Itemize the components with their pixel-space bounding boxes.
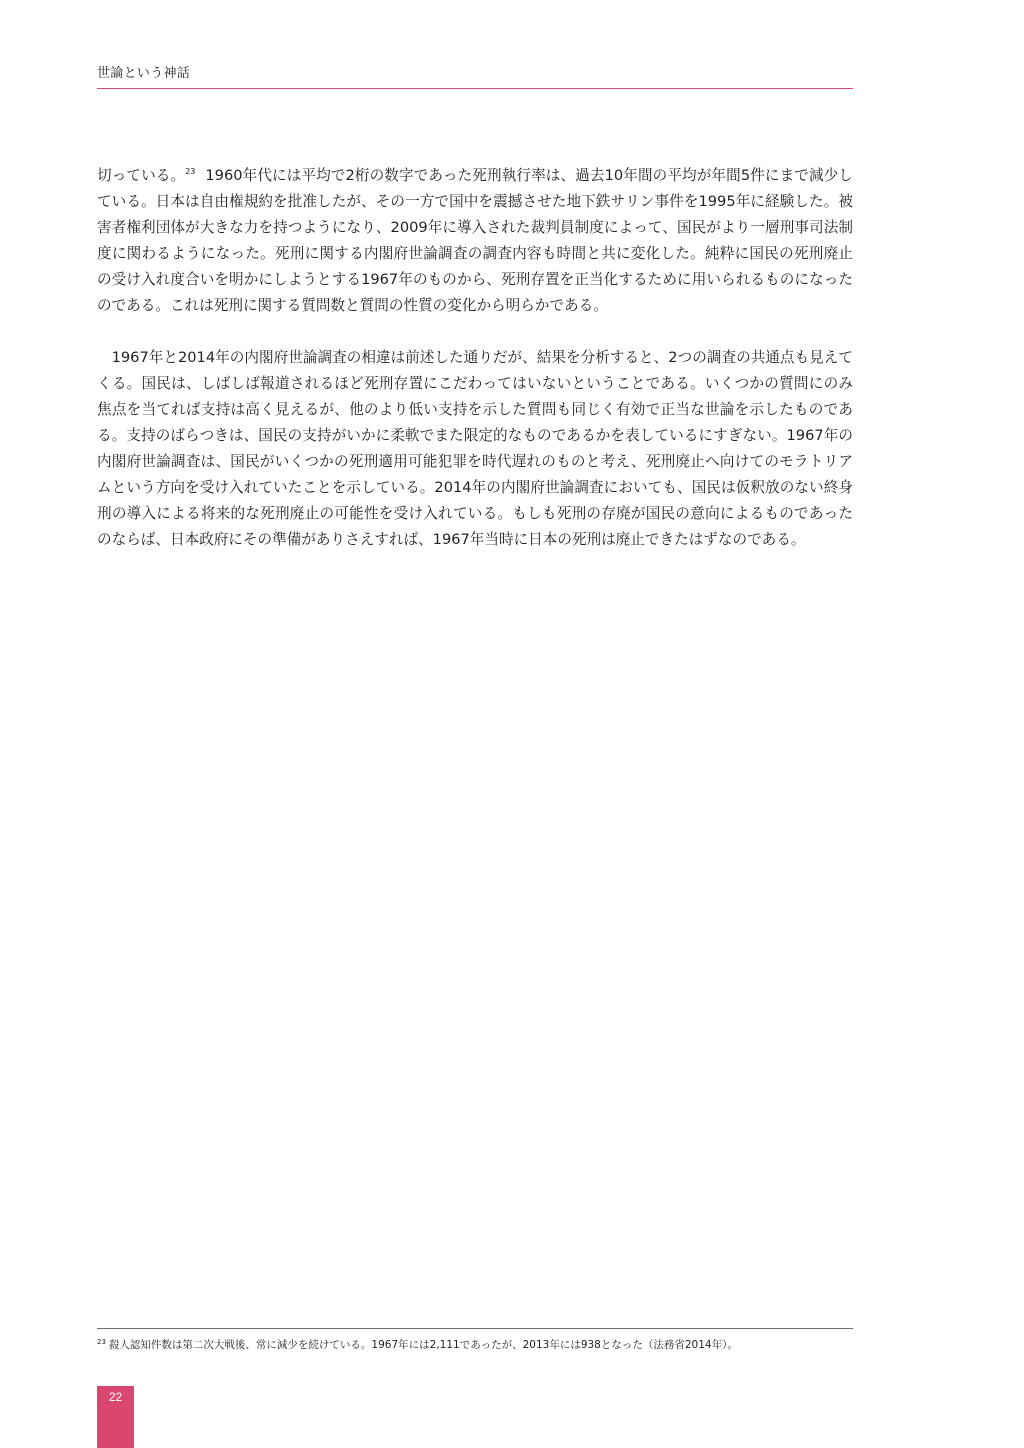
- running-header-title: 世論という神話: [97, 66, 191, 81]
- paragraph-1: [97, 163, 853, 319]
- footnote-divider: [97, 1328, 853, 1329]
- page-number: 22: [108, 1390, 123, 1404]
- paragraph-1-text: 1960年代には平均で2桁の数字であった死刑執行率は、過去10年間の平均が年間5件にまで減少している。日本は自由権規約を批准したが、その一方で国中を震撼させた地下鉄サリン事件を1995年に経験した。被害者権利団体が大きな力を持つようになり、2009年に導入された裁判員制度によって、国民がより一層刑事司法制度に関わるようになった。死刑に関する内閣府世論調査の調査内容も時間と共に変化した。純粋に国民の死刑廃止の受け入れ度合いを明かにしようとする1967年のものから、死刑存置を正当化するために用いられるものになったのである。これは死刑に関する質問数と質問の性質の変化から明らかである。: [97, 167, 853, 314]
- page-number-tab: [97, 1386, 134, 1448]
- footnote-text: 殺人認知件数は第二次大戦後、常に減少を続けている。1967年には2,111であったが、2013年には938となった（法務省2014年）。: [108, 1339, 738, 1351]
- paragraph-1-lead: 切っている。: [97, 167, 186, 184]
- header-divider: [97, 88, 853, 89]
- paragraph-2: 1967年と2014年の内閣府世論調査の相違は前述した通りだが、結果を分析すると、2つの調査の共通点も見えてくる。国民は、しばしば報道されるほど死刑存置にこだわってはいないということである。いくつかの質問にのみ焦点を当てれば支持は高く見えるが、他のより低い支持を示した質問も同じく有効で正当な世論を示したものである。支持のばらつきは、国民の支持がいかに柔軟でまた限定的なものであるかを表しているにすぎない。1967年の内閣府世論調査は、国民がいくつかの死刑適用可能犯罪を時代遅れのものと考え、死刑廃止へ向けてのモラトリアムという方向を受け入れていたことを示している。2014年の内閣府世論調査においても、国民は仮釈放のない終身刑の導入による将来的な死刑廃止の可能性を受け入れている。もしも死刑の存廃が国民の意向によるものであったのならば、日本政府にその準備がありさえすれば、1967年当時に日本の死刑は廃止できたはずなのである。: [97, 349, 853, 548]
- footnote-mark: 23: [97, 1337, 106, 1346]
- footnote-reference-23[interactable]: 23: [185, 167, 196, 177]
- footnote-23: [97, 1338, 857, 1352]
- main-text: [97, 163, 853, 553]
